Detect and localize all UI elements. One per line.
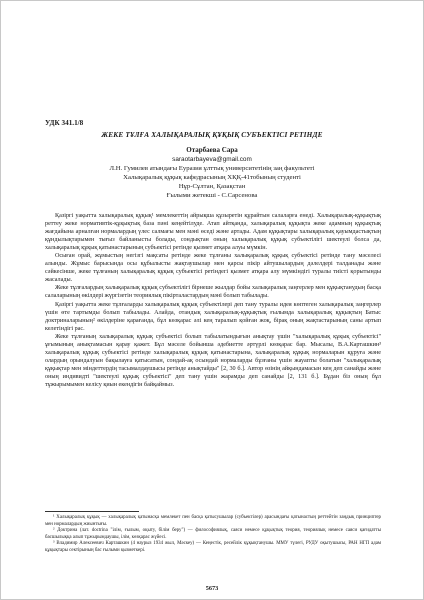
udk-code: УДК 341.1/8 — [45, 119, 84, 127]
article-body — [45, 212, 381, 389]
page-number: 5673 — [205, 585, 219, 592]
supervisor: Ғылыми жетекші - С.Сарсенова — [166, 192, 258, 199]
footnote: ² Доктрина (лат. doctrina "ілім, ғылым, оқыту, білім беру") — философиялық, саяси немесе құқықтық теория, теориялық немесе саяси қағидатты басшылыққа алып тұжырымдаушы, ілім, көзқарас жүйесі. — [45, 528, 381, 540]
body-paragraph: Қазіргі уақытта халықаралық құқық¹ мемлекеттің айрықша құзыретін құрайтын салаларға енеді. Халықаралық-құқықтық реттеу жеке нормативтік-құқықтық база пәні кеңейтілуде. Атап айтқанда, халықаралық құқықта жеке адамның құқықтық жағдайына арналған нормалардың үлес салмағы мен мәні өседі және артады. Адам құқықтары халықаралық қауымдастықтың құндылықтарымен тығыз байланысты болады, сондықтан оның халықаралық құқық субъектілігі шектеулі болса да, халықаралық құқық қатынастарының субъектісі ретінде қызмет атқара алуы мүмкін. — [45, 213, 381, 252]
footnote-divider — [45, 511, 139, 512]
body-paragraph: Қазіргі уақытта жеке тұлғаларды халықаралық құқық субъектілері деп тану туралы идея көптеген халықаралық заңгерлер үшін өте тартымды болып табылады. Алайда, отандық халықаралық-құқықтық ғылымда халықаралық құқықтың Батыс доктриналарының² өкілдеріне қарағанда, бұл көзқарас әлі кең таралып қойған жоқ, бірақ оның жақтастарының саны артып келетіндігі рас. — [45, 301, 381, 332]
body-paragraph: Жеке тұлғаның халықаралық құқық субъектісі болып табылатындығын анықтау үшін "халықаралық құқық субъектісі" ұғымының анықтамасын қарау қажет. Бұл мәселе бойынша әдебиетте әртүрлі көзқарас бар. Мысалы, В.А.Карташкин³ халықаралық құқық субъектісі ретінде халықаралық құқық қатынастарына, халықаралық құқық нормаларын құруға және олардың орындалуын бақылауға қатысатын, сондай-ақ осындай нормаларды бұзғаны үшін жауапты болатын "халықаралық құқықтар мен міндеттердің тасымалдаушысы ретінде анықтайды" [2, 30 б.]. Автор өзінің айқындамасын кең деп санайды және оның индивидті "шектеулі құқық субъектісі" деп тану үшін жарамды деп санайды [2, 131 б.]. Бұдан біз оның бұл тұжырымымен келісу қиын екендігін байқаймыз. — [45, 333, 381, 388]
author-name: Отарбаева Сара — [186, 146, 238, 154]
author-email: saraotarbayeva@gmail.com — [172, 156, 252, 163]
author-group: Халықаралық құқық кафедрасының ХҚҚ-41тобының студенті — [123, 174, 301, 181]
footnote: ¹ Халықаралық құқық — халықаралық қатынасқа мемлекет пен басқа қатысушылар (субъектілер) арасындағы қатынастың реттейтін заңдық принциптер мен нормалардың жиынтығы. — [45, 515, 381, 527]
body-paragraph: Осыған орай, жұмыстың негізгі мақсаты ретінде жеке тұлғаны халықаралық құқық субъектісі ретінде тану мәселесі алынды. Жұмыс барысында осы құбылысты жақтаушылар мен қарсы пікір айтушылардың дәлелдері талданады және сәйкесінше, жеке тұлғаның халықаралық құқық субъектісі ретіндегі қызмет атқара алу мүмкіндігі туралы тиісті қорытынды жасалады. — [45, 253, 381, 284]
footnote: ³ Владимир Алексеевич Карташкин (4 наурыз 1934 жыл, Мәскеу) — Кеңестік, ресейлік құқықтанушы. ММУ түлегі, РУДУ оқытушысы, РАН НГП адам құқықтары сектірының бас ғылыми қызметкері. — [45, 541, 381, 553]
author-block — [1, 146, 423, 200]
author-city: Нұр-Сұлтан, Қазақстан — [178, 183, 246, 190]
author-affiliation: Л.Н. Гумилев атындағы Еуразия ұлттық университетінің заң факультеті — [109, 165, 315, 172]
footnotes — [45, 515, 381, 555]
article-title: ЖЕКЕ ТҰЛҒА ХАЛЫҚАРАЛЫҚ ҚҰҚЫҚ СУБЪЕКТІСІ РЕТІНДЕ — [101, 130, 323, 139]
body-paragraph: Жеке тұлғалардың халықаралық құқық субъектілігі бірнеше жылдар бойы халықаралық заңгерлер мен құқықтанудың басқа салаларының өкілдері жүргізетін теориялық пікірталастардың мәні болып табылады. — [45, 285, 381, 300]
